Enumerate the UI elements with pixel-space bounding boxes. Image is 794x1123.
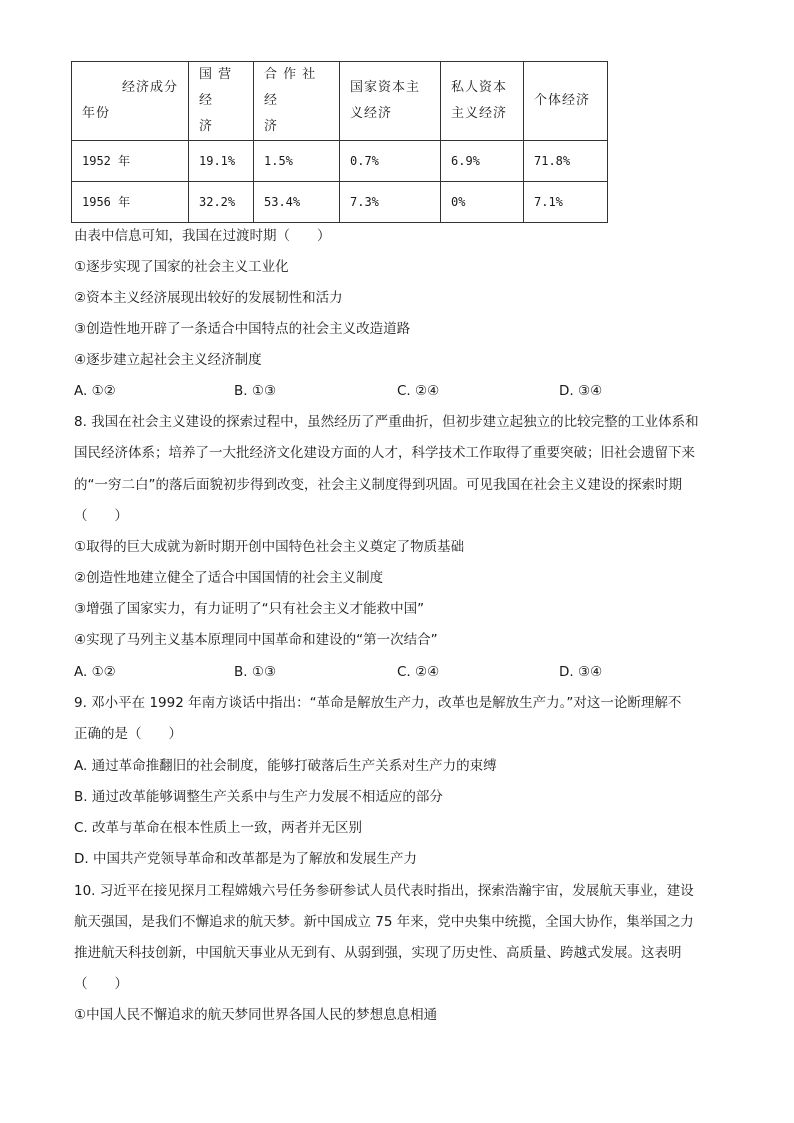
q10-stem-line: （ ） [74,976,128,992]
table-header-cell [340,62,441,141]
q8-item: ①取得的巨大成就为新时期开创中国特色社会主义奠定了物质基础 [74,539,465,555]
table-cell: 1.5% [254,141,340,182]
table-header-cell [189,62,254,141]
table-cell: 6.9% [441,141,524,182]
table-cell: 7.3% [340,182,441,223]
corner-label-bottom: 年份 [82,106,111,121]
header-line: 主义经济 [451,106,508,121]
header-line: 合 作 社 经 [264,67,317,108]
q7-item: ②资本主义经济展现出较好的发展韧性和活力 [74,290,343,306]
corner-label-top: 经济成分 [121,80,178,95]
header-line: 义经济 [350,106,393,121]
q10-stem-line: 航天强国，是我们不懈追求的航天梦。新中国成立 75 年来，党中央集中统揽，全国大协作，集举国之力 [74,914,694,930]
q7-item: ①逐步实现了国家的社会主义工业化 [74,259,289,275]
q9-option[interactable]: D. 中国共产党领导革命和改革都是为了解放和发展生产力 [74,851,417,867]
q8-stem-line: 8. 我国在社会主义建设的探索过程中，虽然经历了严重曲折，但初步建立起独立的比较完整的工业体系和 [74,414,699,430]
table-cell: 0.7% [340,141,441,182]
table-header-cell [441,62,524,141]
q10-stem-line: 推进航天科技创新，中国航天事业从无到有、从弱到强，实现了历史性、高质量、跨越式发展。这表明 [74,945,682,961]
q8-item: ③增强了国家实力，有力证明了“只有社会主义才能救中国” [74,601,425,617]
table-cell: 32.2% [189,182,254,223]
table-cell: 53.4% [254,182,340,223]
row-year: 1952 年 [72,141,189,182]
q8-stem-line: 的“一穷二白”的落后面貌初步得到改变，社会主义制度得到巩固。可见我国在社会主义建设的探索时期 [74,477,682,493]
row-year: 1956 年 [72,182,189,223]
q7-options [74,381,714,401]
q10-item: ①中国人民不懈追求的航天梦同世界各国人民的梦想息息相通 [74,1007,438,1023]
header-line: 国 营 经 [199,67,233,108]
q9-option[interactable]: B. 通过改革能够调整生产关系中与生产力发展不相适应的部分 [74,789,443,805]
option-b[interactable]: B. ①③ [234,664,277,680]
q7-item: ④逐步建立起社会主义经济制度 [74,352,262,368]
table-row [72,141,608,182]
header-line: 个体经济 [534,93,591,108]
table-cell: 0% [441,182,524,223]
option-a[interactable]: A. ①② [74,664,116,680]
q9-stem-line: 9. 邓小平在 1992 年南方谈话中指出：“革命是解放生产力，改革也是解放生产力。”对这一论断理解不 [74,695,682,711]
q8-stem-line: （ ） [74,508,128,524]
q8-stem-line: 国民经济体系；培养了一大批经济文化建设方面的人才，科学技术工作取得了重要突破；旧社会遗留下来 [74,445,695,461]
q8-item: ②创造性地建立健全了适合中国国情的社会主义制度 [74,570,384,586]
header-line: 济 [199,119,214,134]
q7-stem: 由表中信息可知，我国在过渡时期（ ） [74,228,331,244]
table-corner-cell [72,62,189,141]
q10-stem-line: 10. 习近平在接见探月工程嫦娥六号任务参研参试人员代表时指出，探索浩瀚宇宙，发展航天事业，建设 [74,883,694,899]
header-line: 私人资本 [451,80,508,95]
economy-composition-table [71,61,608,223]
option-d[interactable]: D. ③④ [559,383,603,399]
q7-item: ③创造性地开辟了一条适合中国特点的社会主义改造道路 [74,321,411,337]
option-b[interactable]: B. ①③ [234,383,277,399]
table-cell: 7.1% [524,182,608,223]
table-header-row [72,62,608,141]
option-c[interactable]: C. ②④ [397,664,440,680]
table-header-cell [254,62,340,141]
table-header-cell [524,62,608,141]
option-d[interactable]: D. ③④ [559,664,603,680]
option-a[interactable]: A. ①② [74,383,116,399]
q8-item: ④实现了马列主义基本原理同中国革命和建设的“第一次结合” [74,632,438,648]
q9-stem-line: 正确的是（ ） [74,726,182,742]
table-row [72,182,608,223]
q9-option[interactable]: A. 通过革命推翻旧的社会制度，能够打破落后生产关系对生产力的束缚 [74,758,497,774]
header-line: 国家资本主 [350,80,421,95]
q8-options [74,662,714,682]
option-c[interactable]: C. ②④ [397,383,440,399]
header-line: 济 [264,119,279,134]
q9-option[interactable]: C. 改革与革命在根本性质上一致，两者并无区别 [74,820,363,836]
table-cell: 19.1% [189,141,254,182]
table-cell: 71.8% [524,141,608,182]
